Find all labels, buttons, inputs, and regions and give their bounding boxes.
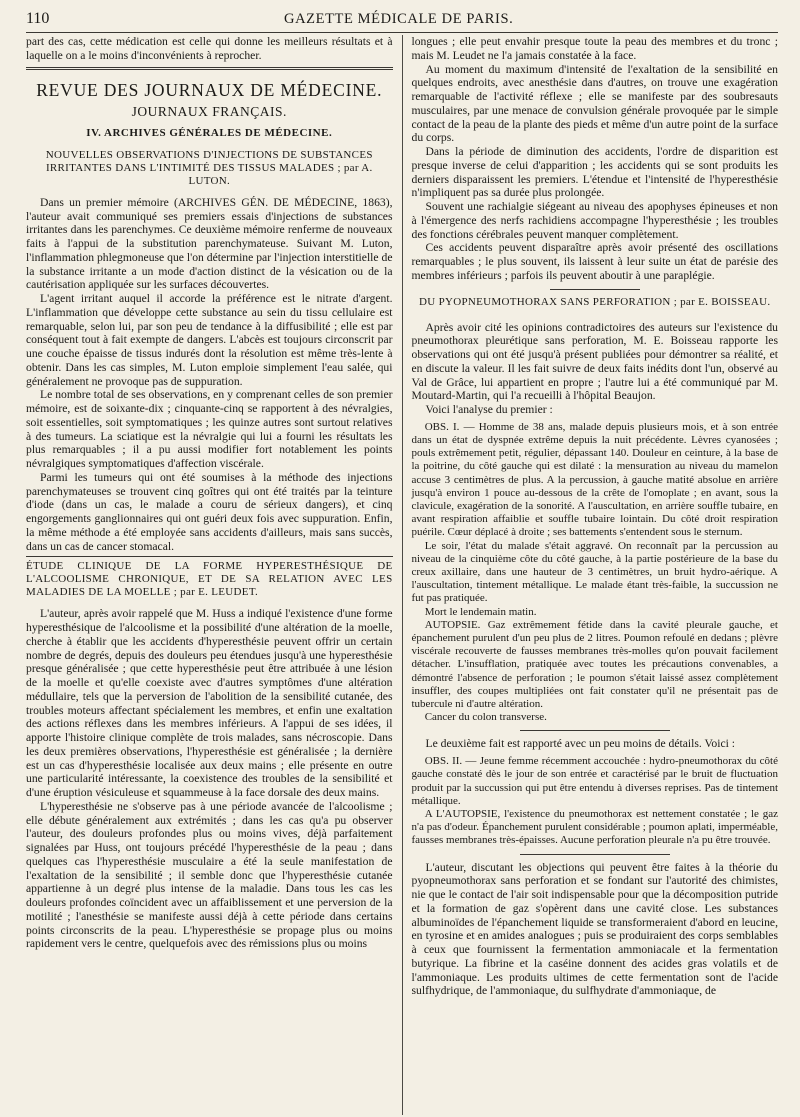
paragraph: Souvent une rachialgie siégeant au niveau des apophyses épineuses et non à l'émergence des nerfs rachidiens accompagne l'hyperesthésie ; les troubles des fonctions cérébrales peuvent manquer complètement.	[411, 200, 778, 241]
article-divider	[550, 289, 640, 290]
paragraph: L'hyperesthésie ne s'observe pas à une période avancée de l'alcoolisme ; elle débute généralement aux extrémités ; dans les cas qu'a pu observer l'auteur, des douleurs profondes plus ou moins vives, déjà parfaitement signalées par Huss, ont toujours précédé l'hyperesthésie de la peau ; dans quelques cas l'hyperesthésie musculaire a été la seule manifestation de l'exaltation de la sensibilité ; il semble donc que l'hyperesthésie cutanée appartienne à un degré plus intense de la maladie. Dans tous les cas les douleurs profondes coïncident avec un affaiblissement et une perversion de la motilité ; l'anesthésie se manifeste aussi déjà à cette période dans certains points circonscrits de la peau. L'hyperesthésie se propage plus ou moins rapidement vers le centre, quelquefois avec des rémissions plus ou moins	[26, 799, 393, 951]
paragraph: Le nombre total de ses observations, en y comprenant celles de son premier mémoire, est de soixante-dix ; cinquante-cinq se rapportent à des névralgies, soit essentielles, soit symptomatiques ; les quinze autres sont surtout relatives à des tumeurs. La sciatique est la névralgie qui lui a fourni les résultats les plus remarquables ; il a pu aussi modifier fort notablement les points névralgiques symptomatiques d'affection viscérale.	[26, 388, 393, 470]
observation-one-autopsy: AUTOPSIE. Gaz extrêmement fétide dans la cavité pleurale gauche, et épanchement purulent d'un peu plus de 2 litres. Poumon refoulé en dedans ; plèvre viscérale recouverte de fausses membranes très-molles qu'on pouvait facilement détacher. L'insufflation, pratiquée avec toutes les précautions convenables, a démontré l'absence de perforation ; le poumon s'était laissé assez complètement insuffler, des coupes multipliées ont fait constater qu'il ne présentait pas de tubercule ni d'autre altération.	[411, 618, 778, 711]
article-title-leudet: ÉTUDE CLINIQUE DE LA FORME HYPERESTHÉSIQUE DE L'ALCOOLISME CHRONIQUE, ET DE SA RELATION AVEC LES MALADIES DE LA MOELLE ; par E. LEUDET.	[26, 560, 393, 599]
paragraph: L'auteur, discutant les objections qui peuvent être faites à la théorie du pyopneumothorax sans perforation et se fondant sur l'autorité des chimistes, nie que le contact de l'air soit indispensable pour que la décomposition putride et la formation de gaz s'opèrent dans une cavité close. Les substances albuminoïdes de l'épanchement liquide se transformeraient d'abord en leucine, en tyrosine et en amides analogues ; puis se produiraient des corps semblables à ceux que fournissent la fermentation ammoniacale et la fermentation butyrique. La fibrine et la caséine donnent des acides gras volatils et de l'ammoniaque. Les produits ultimes de cette fermentation sont de l'acide sulfhydrique, de l'ammoniaque, du sulfhydrate d'ammoniaque, de	[411, 860, 778, 998]
observation-divider	[520, 730, 670, 731]
observation-divider	[520, 854, 670, 855]
page-number: 110	[26, 10, 50, 27]
paragraph: Parmi les tumeurs qui ont été soumises à la méthode des injections parenchymateuses se trouvent cinq goîtres qui ont été traités par la teinture d'iode (dans un cas, le malade a couru de sérieux dangers), et cinq engorgements ganglionnaires qui ont guéri deux fois avec suppuration. Enfin, la même méthode a été employée sans accidents d'ailleurs, mais sans succès, dans un cas de cancer stomacal.	[26, 470, 393, 553]
paragraph: Le deuxième fait est rapporté avec un peu moins de détails. Voici :	[425, 737, 736, 751]
observation-one-death: Mort le lendemain matin.	[424, 605, 537, 618]
paragraph: Dans un premier mémoire (ARCHIVES GÉN. DE MÉDECINE, 1863), l'auteur avait communiqué ses premiers essais d'injections de substances irritantes dans les parenchymes. Ce deuxième mémoire renferme de nouveaux faits à l'appui de la substitution parenchymateuse. Suivant M. Luton, l'inflammation phlegmoneuse que l'on détermine par l'injection interstitielle de la substance irritante a un mode d'action distinct de la vésication ou de la cautérisation appliquée sur les surfaces découvertes.	[26, 195, 393, 292]
paragraph: Au moment du maximum d'intensité de l'exaltation de la sensibilité en quelques endroits, avec anesthésie dans d'autres, on trouve une exagération remarquable de l'activité réflexe ; elle se manifeste par des soubresauts musculaires, par une menace de convulsion générale provoquée par le simple contact de la peau de la plante des pieds et même d'un autre point de la surface du corps.	[411, 62, 778, 145]
left-column	[26, 35, 403, 1115]
paragraph: Voici l'analyse du premier :	[425, 403, 553, 416]
article-title-luton: NOUVELLES OBSERVATIONS D'INJECTIONS DE SUBSTANCES IRRITANTES DANS L'INTIMITÉ DES TISSUS MALADES ; par A. LUTON.	[45, 148, 373, 187]
paragraph: L'agent irritant auquel il accorde la préférence est le nitrate d'argent. L'inflammation que développe cette substance au sein du tissu cellulaire est remarquable, selon lui, par son peu de tendance à la diffusibilité ; elle est par conséquent tout à fait exempte de dangers. L'abcès est toujours circonscrit par une couche épaisse de tissus indurés dont la résolution est même très-lente à obtenir. Dans les cas simples, M. Luton emploie simplement l'eau salée, qui généralement ne provoque pas de suppuration.	[26, 292, 393, 388]
journal-title: GAZETTE MÉDICALE DE PARIS.	[284, 11, 514, 27]
observation-one-cancer: Cancer du colon transverse.	[424, 711, 547, 724]
paragraph: Dans la période de diminution des accidents, l'ordre de disparition est presque inverse de celui d'apparition ; les accidents qui se sont produits les derniers disparaissent les premiers. L'étendue et l'intensité de l'hyperesthésie n'impliquent pas sa durée plus prolongée.	[411, 145, 778, 200]
article-title-boisseau: DU PYOPNEUMOTHORAX SANS PERFORATION ; par E. BOISSEAU.	[419, 295, 771, 308]
section-divider	[26, 67, 393, 70]
paragraph-intro: part des cas, cette médication est celle qui donne les meilleurs résultats et à laquelle on a le moins d'inconvénients à reprocher.	[26, 35, 393, 62]
paragraph: L'auteur, après avoir rappelé que M. Huss a indiqué l'existence d'une forme hyperesthésique de l'alcoolisme et la possibilité d'une altération de la moelle, cherche à établir que les accidents d'hyperesthésie peuvent offrir un certain nombre de degrés, depuis des douleurs peu étendues jusqu'à une hyperesthésie presque généralisée ; que cette hyperesthésie peut être attribuée à une lésion de la moelle et qu'elle coexiste avec d'autres symptômes d'une altération médullaire, tels que la perversion de l'abolition de la sensibilité cutanée, des troubles moteurs affectant spécialement les membres, et enfin une exaltation des actions réflexes dans les membres inférieurs. A l'appui de ses idées, il apporte l'histoire clinique complète de trois malades, sans nécroscopie. Dans les deux premières observations, l'hyperesthésie est généralisée ; la dernière est un cas d'hyperesthésie localisée aux deux mains ; elle présente en outre une particularité intéressante, la coexistence des troubles de la sensibilité et d'une éruption vésiculeuse et squammeuse à la face dorsale des deux mains.	[26, 607, 393, 799]
source-title: IV. ARCHIVES GÉNÉRALES DE MÉDECINE.	[86, 127, 333, 139]
paragraph: Ces accidents peuvent disparaître après avoir présenté des oscillations remarquables ; le plus souvent, ils laissent à leur suite un état de parésie des membres inférieurs ; parfois ils peuvent aboutir à une paraplégie.	[411, 241, 778, 282]
paragraph-continued: longues ; elle peut envahir presque toute la peau des membres et du tronc ; mais M. Leudet ne l'a jamais constatée à la face.	[411, 35, 778, 62]
right-column	[403, 35, 779, 1115]
observation-one-evening: Le soir, l'état du malade s'était aggravé. On reconnaît par la percussion au niveau de la cinquième côte du côté gauche, à la partie postérieure de la base du creux axillaire, dans une hauteur de 3 centimètres, un bruit hydro-aérique. A l'auscultation, tintement métallique. Le malade étant très-faible, la succussion ne fut pas pratiquée.	[411, 539, 778, 605]
paragraph: Après avoir cité les opinions contradictoires des auteurs sur l'existence du pneumothorax pleurétique sans perforation, M. E. Boisseau rapporte les observations qui ont été jusqu'à présent publiées pour démontrer sa réalité, et en discute la valeur. Il les fait suivre de deux faits inédits dont l'un, observé au Val de Grâce, lui appartient en propre ; l'autre lui a été communiqué par M. Moutard-Martin, qui l'a recueilli à l'hôpital Beaujon.	[411, 320, 778, 403]
observation-two: OBS. II. — Jeune femme récemment accouchée : hydro-pneumothorax du côté gauche constaté dès le jour de son entrée et caractérisé par le bruit de fluctuation produit par la succussion qui put être entendu à diverses reprises. Pas de tintement métallique.	[411, 755, 778, 807]
section-title: REVUE DES JOURNAUX DE MÉDECINE.	[36, 79, 383, 100]
observation-two-autopsy: A L'AUTOPSIE, l'existence du pneumothorax est nettement constatée ; le gaz n'a pas d'odeur. Épanchement purulent considérable ; poumon aplati, imperméable, fausses membranes très-épaisses. Aucune perforation pleurale n'a pu être trouvée.	[411, 807, 778, 847]
text-columns	[26, 35, 778, 1115]
running-head	[26, 10, 778, 33]
subsection-title: JOURNAUX FRANÇAIS.	[131, 104, 287, 120]
article-divider	[26, 556, 393, 557]
observation-one: OBS. I. — Homme de 38 ans, malade depuis plusieurs mois, et à son entrée dans un état de dyspnée extrême depuis la nuit précédente. Lèvres cyanosées ; pouls extrêmement petit, régulier, dépassant 140. Douleur en ceinture, à la base de la poitrine, du côté gauche qui est dilaté : la mensuration au niveau du mamelon accuse 3 centimètres de plus. A la percussion, à gauche matité absolue en arrière jusqu'à environ 1 pouce au-dessous de la crête de l'omoplate ; en avant, sous la clavicule, exagération de la sonorité. A l'auscultation, en arrière souffle tubaire, en avant respiration affaiblie et souffle tubaire lointain. Du côté droit respiration puérile. Cœur déplacé à droite ; ses battements s'entendent sous le sternum.	[411, 420, 778, 539]
